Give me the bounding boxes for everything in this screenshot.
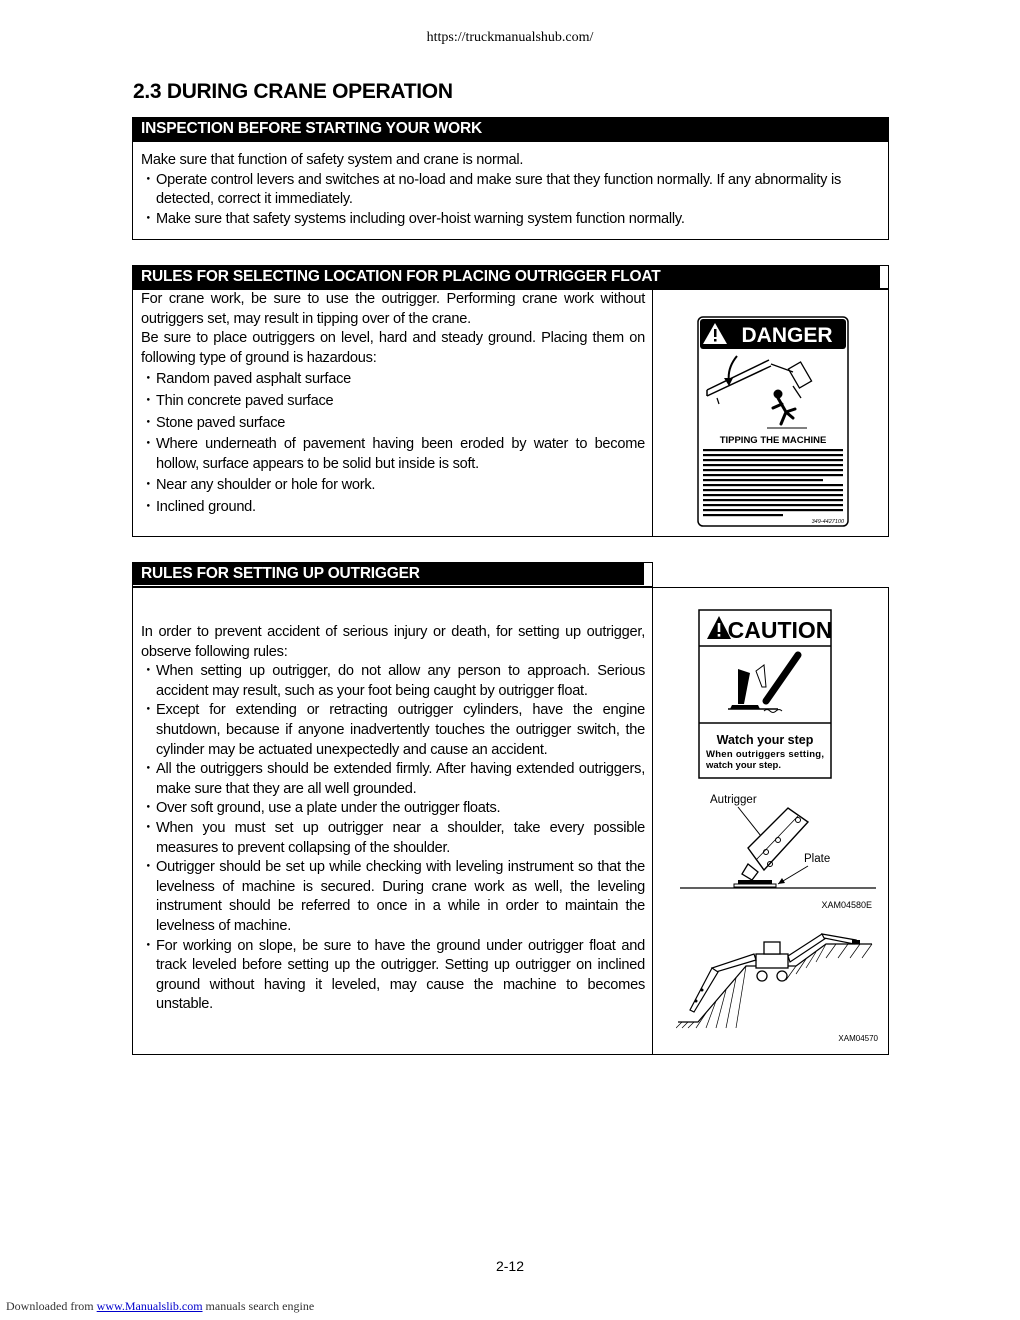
caution-body: When outriggers setting,	[706, 749, 824, 760]
location-bullet: ・ Near any shoulder or hole for work.	[141, 476, 645, 496]
location-para2: Be sure to place outriggers on level, hard and steady ground. Placing them on following type of ground is hazardous:	[141, 330, 645, 366]
caution-signal-word: CAUTION	[727, 617, 832, 643]
location-bullet: ・ Inclined ground.	[141, 498, 645, 518]
location-para1: For crane work, be sure to use the outrigger. Performing crane work without outriggers set, may result in tipping over of the crane.	[141, 291, 645, 327]
setup-bullet: ・ For working on slope, be sure to have the ground under outrigger float and track leveled before setting up the outrigger. Setting up outrigger on inclined ground without having it leveled, may cause the machine to becomes unstable.	[141, 937, 645, 1015]
setup-heading: RULES FOR SETTING UP OUTRIGGER	[133, 563, 644, 585]
inspection-text	[141, 151, 883, 229]
figure1-code: XAM04580E	[821, 900, 872, 910]
outrigger-plate-figure	[678, 788, 878, 913]
inspection-heading: INSPECTION BEFORE STARTING YOUR WORK	[133, 118, 888, 140]
inspection-intro: Make sure that function of safety system and crane is normal.	[141, 152, 524, 168]
caution-label-icon	[698, 609, 832, 779]
location-heading: RULES FOR SELECTING LOCATION FOR PLACING OUTRIGGER FLOAT	[133, 266, 880, 288]
figure-label-outrigger: Autrigger	[710, 794, 757, 806]
inspection-bullet: ・ Make sure that safety systems including over-hoist warning system function normally.	[141, 210, 883, 230]
header-url: https://truckmanualshub.com/	[426, 30, 594, 45]
setup-bullet: ・ All the outriggers should be extended firmly. After having extended outriggers, make sure that they are all well grounded.	[141, 760, 645, 799]
setup-bullet: ・ When you must set up outrigger near a shoulder, take every possible measures to prevent collapsing of the shoulder.	[141, 819, 645, 858]
setup-text	[141, 623, 645, 1015]
download-footer	[6, 1299, 314, 1314]
setup-bullet: ・ When setting up outrigger, do not allow any person to approach. Serious accident may result, such as your foot being caught by outrigger float.	[141, 662, 645, 701]
section-title: 2.3 DURING CRANE OPERATION	[133, 80, 453, 103]
figure2-code: XAM04570	[838, 1034, 878, 1043]
setup-bullet: ・ Except for extending or retracting outrigger cylinders, have the engine shutdown, because if anyone inadvertently touches the outrigger switch, the cylinder may be actuated unexpectedly and cause an accident.	[141, 701, 645, 760]
danger-label-icon	[697, 316, 849, 527]
caution-body-line2: watch your step.	[706, 760, 781, 771]
footer-suffix: manuals search engine	[202, 1299, 315, 1313]
location-bullet: ・ Where underneath of pavement having been eroded by water to become hollow, surface appears to be solid but inside is soft.	[141, 435, 645, 474]
figure-label-plate: Plate	[804, 853, 831, 865]
setup-divider	[652, 587, 653, 1055]
location-bullet: ・ Random paved asphalt surface	[141, 370, 645, 390]
danger-title: TIPPING THE MACHINE	[719, 435, 827, 446]
setup-intro: In order to prevent accident of serious injury or death, for setting up outrigger, observe following rules:	[141, 624, 645, 660]
manualslib-link[interactable]: www.Manualslib.com	[96, 1299, 203, 1313]
location-bullet: ・ Stone paved surface	[141, 414, 645, 434]
setup-bullet: ・ Over soft ground, use a plate under the outrigger floats.	[141, 799, 645, 819]
location-bullet: ・ Thin concrete paved surface	[141, 392, 645, 412]
location-divider	[652, 289, 653, 537]
danger-code: 349-4427100	[811, 519, 844, 525]
danger-signal-word: DANGER	[741, 324, 833, 347]
caution-title: Watch your step	[716, 733, 814, 747]
inspection-bullet: ・ Operate control levers and switches at no-load and make sure that they function normally. If any abnormality is detected, correct it immediately.	[141, 171, 883, 210]
slope-figure	[676, 928, 882, 1046]
page-number: 2-12	[495, 1258, 525, 1274]
location-text	[141, 290, 645, 518]
setup-bullet: ・ Outrigger should be set up while checking with leveling instrument so that the levelness of machine is secured. During crane work as well, the leveling instrument should be referred to once in a while in order to maintain the levelness of machine.	[141, 858, 645, 936]
footer-prefix: Downloaded from	[6, 1299, 97, 1313]
